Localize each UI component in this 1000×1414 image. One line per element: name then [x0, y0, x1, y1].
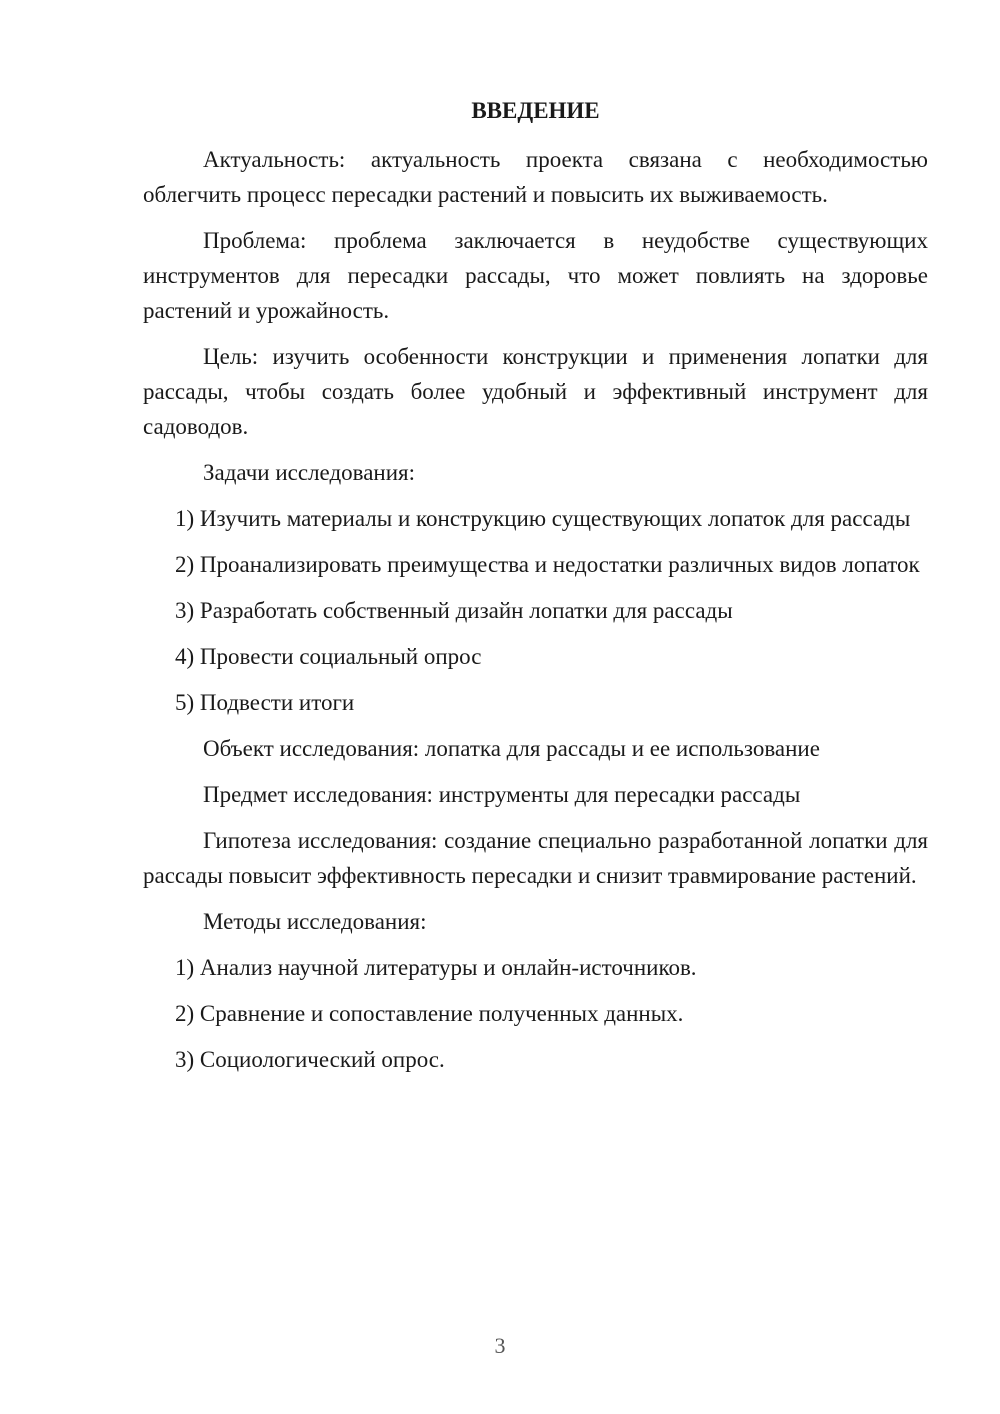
research-subject: Предмет исследования: инструменты для пересадки рассады	[203, 782, 801, 807]
task-item-3: 3) Разработать собственный дизайн лопатки для рассады	[175, 598, 733, 623]
methods-heading: Методы исследования:	[203, 909, 427, 934]
research-hypothesis: Гипотеза исследования: создание специально разработанной лопатки для рассады повысит эффективность пересадки и снизит травмирование растений.	[143, 828, 928, 888]
task-item-4: 4) Провести социальный опрос	[175, 644, 482, 669]
research-object: Объект исследования: лопатка для рассады и ее использование	[203, 736, 820, 761]
problem-paragraph: Проблема: проблема заключается в неудобстве существующих инструментов для пересадки рассады, что может повлиять на здоровье растений и урожайность.	[143, 228, 928, 323]
page-content	[143, 94, 928, 1088]
goal-paragraph: Цель: изучить особенности конструкции и применения лопатки для рассады, чтобы создать более удобный и эффективный инструмент для садоводов.	[143, 344, 928, 439]
task-item-2: 2) Проанализировать преимущества и недостатки различных видов лопаток	[175, 552, 920, 577]
method-item-1: 1) Анализ научной литературы и онлайн-источников.	[175, 955, 697, 980]
section-title: ВВЕДЕНИЕ	[471, 98, 600, 123]
page-number: 3	[494, 1333, 506, 1358]
task-item-1: 1) Изучить материалы и конструкцию существующих лопаток для рассады	[175, 506, 911, 531]
tasks-heading: Задачи исследования:	[203, 460, 416, 485]
task-item-5: 5) Подвести итоги	[175, 690, 355, 715]
method-item-3: 3) Социологический опрос.	[175, 1047, 445, 1072]
relevance-paragraph: Актуальность: актуальность проекта связана с необходимостью облегчить процесс пересадки растений и повысить их выживаемость.	[143, 147, 928, 207]
method-item-2: 2) Сравнение и сопоставление полученных данных.	[175, 1001, 684, 1026]
